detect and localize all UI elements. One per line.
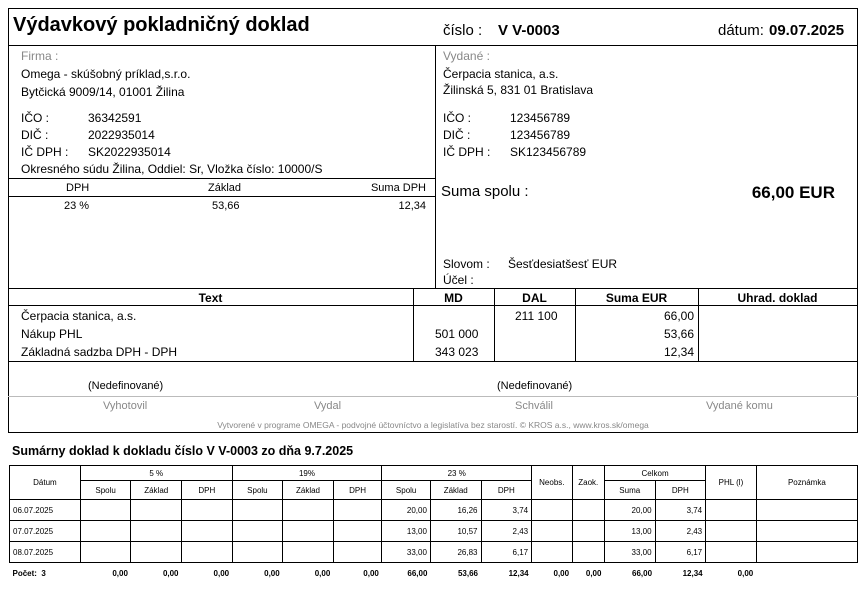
summary-title: Sumárny doklad k dokladu číslo V V-0003 zo dňa 9.7.2025: [12, 444, 354, 458]
issued-to-icdph-label: IČ DPH :: [443, 145, 491, 159]
items-header-dal: DAL: [522, 291, 547, 305]
approved-by-label: Schválil: [515, 400, 553, 412]
summary-subheader: DPH: [655, 481, 706, 500]
number-label: číslo :: [443, 22, 483, 39]
footer-cell: 0,00: [553, 568, 570, 578]
document-number: V V-0003: [498, 22, 560, 39]
vat-amount: 12,34: [398, 200, 426, 212]
issued-to-dic-label: DIČ :: [443, 128, 471, 142]
vat-header-base: Základ: [208, 182, 242, 194]
total-amount: 66,00 EUR: [751, 183, 835, 202]
company-icdph-label: IČ DPH :: [21, 145, 69, 159]
company-icdph: SK2022935014: [88, 145, 171, 159]
summary-cell: 26,83: [430, 542, 481, 563]
company-dic: 2022935014: [88, 128, 155, 142]
company-dic-label: DIČ :: [21, 128, 49, 142]
company-ico: 36342591: [88, 111, 142, 125]
count-label: Počet:: [12, 568, 37, 578]
issued-to-icdph: SK123456789: [510, 145, 587, 159]
items-header-md: MD: [444, 291, 463, 305]
company-register: Okresného súdu Žilina, Oddiel: Sr, Vložka číslo: 10000/S: [21, 162, 323, 176]
summary-subheader: DPH: [481, 481, 532, 500]
summary-subheader: Spolu: [382, 481, 431, 500]
summary-cell: 33,00: [604, 542, 655, 563]
items-header-text: Text: [198, 291, 223, 305]
summary-subheader: Základ: [131, 481, 182, 500]
document-title: Výdavkový pokladničný doklad: [13, 14, 310, 36]
summary-subheader: Základ: [430, 481, 481, 500]
item-amount: 12,34: [663, 345, 694, 359]
undefined-label-2: (Nedefinované): [497, 380, 573, 392]
document-date: 09.07.2025: [769, 22, 845, 39]
footer-cell: 0,00: [363, 568, 379, 578]
summary-header-23: 23 %: [382, 466, 532, 481]
company-address: Bytčická 9009/14, 01001 Žilina: [21, 85, 185, 99]
prepared-by-label: Vyhotovil: [103, 400, 148, 412]
issued-to-address: Žilinská 5, 831 01 Bratislava: [443, 83, 594, 97]
footer-cell: 66,00: [632, 568, 653, 578]
summary-subheader: Spolu: [232, 481, 283, 500]
summary-date: 08.07.2025: [10, 542, 81, 563]
summary-cell: 2,43: [481, 521, 532, 542]
summary-header-note: Poznámka: [756, 466, 857, 500]
table-row: [10, 542, 858, 563]
vat-header-amount: Suma DPH: [370, 182, 426, 194]
summary-subheader: DPH: [182, 481, 233, 500]
item-amount: 66,00: [663, 309, 694, 323]
table-row: [10, 521, 858, 542]
footer-cell: 0,00: [213, 568, 230, 578]
summary-subheader: Základ: [283, 481, 334, 500]
undefined-label-1: (Nedefinované): [88, 380, 164, 392]
summary-subheader: Spolu: [80, 481, 131, 500]
in-words-value: Šesťdesiatšesť EUR: [508, 257, 618, 271]
footer-cell: 53,66: [457, 568, 479, 578]
items-header-paid-doc: Uhrad. doklad: [737, 291, 818, 305]
summary-header-zaok: Zaok.: [572, 466, 604, 500]
issued-to-ico: 123456789: [510, 111, 571, 125]
summary-cell: 16,26: [430, 500, 481, 521]
item-md: 501 000: [435, 327, 479, 341]
summary-header-19: 19%: [232, 466, 382, 481]
issued-to-person-label: Vydané komu: [706, 400, 773, 412]
footer-cell: 12,34: [682, 568, 703, 578]
company-label: Firma :: [21, 49, 59, 63]
summary-cell: 33,00: [382, 542, 431, 563]
issued-by-label: Vydal: [314, 400, 342, 412]
summary-header-phl: PHL (l): [706, 466, 757, 500]
summary-date: 06.07.2025: [10, 500, 81, 521]
vat-rate: 23 %: [64, 200, 90, 212]
count-value: 3: [41, 568, 46, 578]
count-cell: [10, 563, 81, 584]
summary-header-date: Dátum: [10, 466, 81, 500]
footer-cell: 0,00: [112, 568, 128, 578]
item-text: Základná sadzba DPH - DPH: [21, 345, 178, 359]
summary-cell: 10,57: [430, 521, 481, 542]
summary-header-5: 5 %: [80, 466, 232, 481]
issued-to-dic: 123456789: [510, 128, 571, 142]
footer-cell: 0,00: [162, 568, 179, 578]
in-words-label: Slovom :: [443, 257, 490, 271]
item-text: Nákup PHL: [21, 327, 83, 341]
summary-cell: 2,43: [655, 521, 706, 542]
summary-cell: 13,00: [382, 521, 431, 542]
purpose-label: Účel :: [443, 273, 474, 287]
summary-header-neobs: Neobs.: [532, 466, 572, 500]
issued-to-ico-label: IČO :: [443, 111, 472, 125]
summary-subheader: Suma: [604, 481, 655, 500]
company-ico-label: IČO :: [21, 111, 50, 125]
footer-cell: 0,00: [314, 568, 331, 578]
footer-cell: 0,00: [585, 568, 602, 578]
vat-header-dph: DPH: [66, 182, 90, 194]
table-row: [10, 500, 858, 521]
issued-to-label: Vydané :: [443, 49, 490, 63]
issued-to-name: Čerpacia stanica, a.s.: [443, 67, 559, 81]
item-amount: 53,66: [663, 327, 694, 341]
summary-cell: 6,17: [481, 542, 532, 563]
summary-cell: 20,00: [382, 500, 431, 521]
items-header-amount: Suma EUR: [605, 291, 668, 305]
item-md: 343 023: [435, 345, 479, 359]
total-label: Suma spolu :: [441, 183, 529, 200]
summary-cell: 13,00: [604, 521, 655, 542]
summary-subheader: DPH: [333, 481, 382, 500]
summary-table: [9, 465, 858, 583]
summary-cell: 3,74: [655, 500, 706, 521]
item-dal: 211 100: [515, 309, 558, 323]
summary-cell: 20,00: [604, 500, 655, 521]
summary-date: 07.07.2025: [10, 521, 81, 542]
footer-cell: 66,00: [407, 568, 428, 578]
footer-cell: 12,34: [508, 568, 529, 578]
summary-header-total: Celkom: [604, 466, 705, 481]
company-name: Omega - skúšobný príklad,s.r.o.: [21, 67, 191, 81]
software-footer: Vytvorené v programe OMEGA - podvojné účtovníctvo a legislatíva bez starostí. © KROS a.s., www.kros.sk/omega: [217, 420, 649, 430]
footer-cell: 0,00: [264, 568, 280, 578]
vat-base: 53,66: [212, 200, 240, 212]
summary-cell: 6,17: [655, 542, 706, 563]
footer-cell: 0,00: [737, 568, 754, 578]
summary-footer-row: [10, 563, 858, 584]
item-text: Čerpacia stanica, a.s.: [21, 309, 137, 323]
date-label: dátum:: [718, 22, 764, 39]
summary-cell: 3,74: [481, 500, 532, 521]
